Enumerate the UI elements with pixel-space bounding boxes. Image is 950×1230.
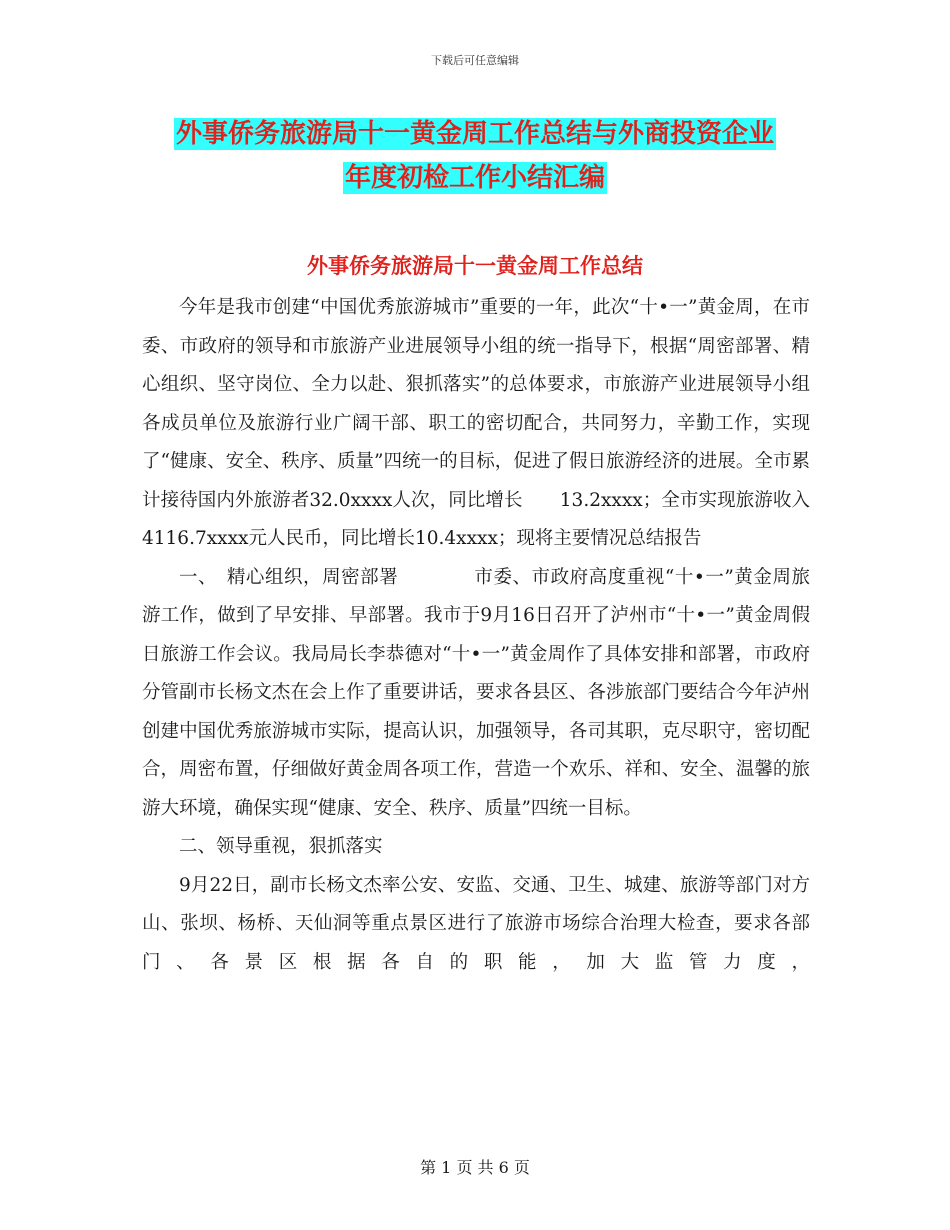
paragraph-3: 二、领导重视，狠抓落实 bbox=[179, 836, 383, 857]
document-title-line-1-text: 外事侨务旅游局十一黄金周工作总结与外商投资企业 bbox=[175, 119, 774, 149]
section-heading: 外事侨务旅游局十一黄金周工作总结 bbox=[307, 254, 643, 278]
page-number: 第 1 页 共 6 页 bbox=[420, 1158, 530, 1177]
document-title-line-2 bbox=[0, 157, 950, 194]
paragraph-2: 一、 精心组织，周密部署 市委、市政府高度重视“十•一”黄金周旅游工作，做到了早安排、早部署。我市于9月16日召开了泸州市“十•一”黄金周假日旅游工作会议。我局局长李恭德对“十•一”黄金周作了具体安排和部署，市政府分管副市长杨文杰在会上作了重要讲话，要求各县区、各涉旅部门要结合今年泸州创建中国优秀旅游城市实际，提高认识，加强领导，各司其职，克尽职守，密切配合，周密布置，仔细做好黄金周各项工作，营造一个欢乐、祥和、安全、温馨的旅游大环境，确保实现“健康、安全、秩序、质量”四统一目标。 bbox=[142, 566, 810, 819]
paragraph-1: 今年是我市创建“中国优秀旅游城市”重要的一年，此次“十•一”黄金周，在市委、市政府的领导和市旅游产业进展领导小组的统一指导下，根据“周密部署、精心组织、坚守岗位、全力以赴、狠抓落实”的总体要求，市旅游产业进展领导小组各成员单位及旅游行业广阔干部、职工的密切配合，共同努力，辛勤工作，实现了“健康、安全、秩序、质量”四统一的目标，促进了假日旅游经济的进展。全市累计接待国内外旅游者32.0xxxx人次，同比增长 13.2xxxx；全市实现旅游收入4116.7xxxx元人民币，同比增长10.4xxxx；现将主要情况总结报告 bbox=[142, 297, 810, 549]
page-header-note: 下载后可任意编辑 bbox=[431, 54, 519, 67]
document-title-line-1 bbox=[0, 113, 950, 150]
document-title-line-2-text: 年度初检工作小结汇编 bbox=[344, 163, 605, 193]
paragraph-4: 9月22日，副市长杨文杰率公安、安监、交通、卫生、城建、旅游等部门对方山、张坝、杨桥、天仙洞等重点景区进行了旅游市场综合治理大检查，要求各部门、各景区根据各自的职能，加大监管力度， bbox=[142, 874, 810, 973]
body-text bbox=[142, 289, 810, 982]
